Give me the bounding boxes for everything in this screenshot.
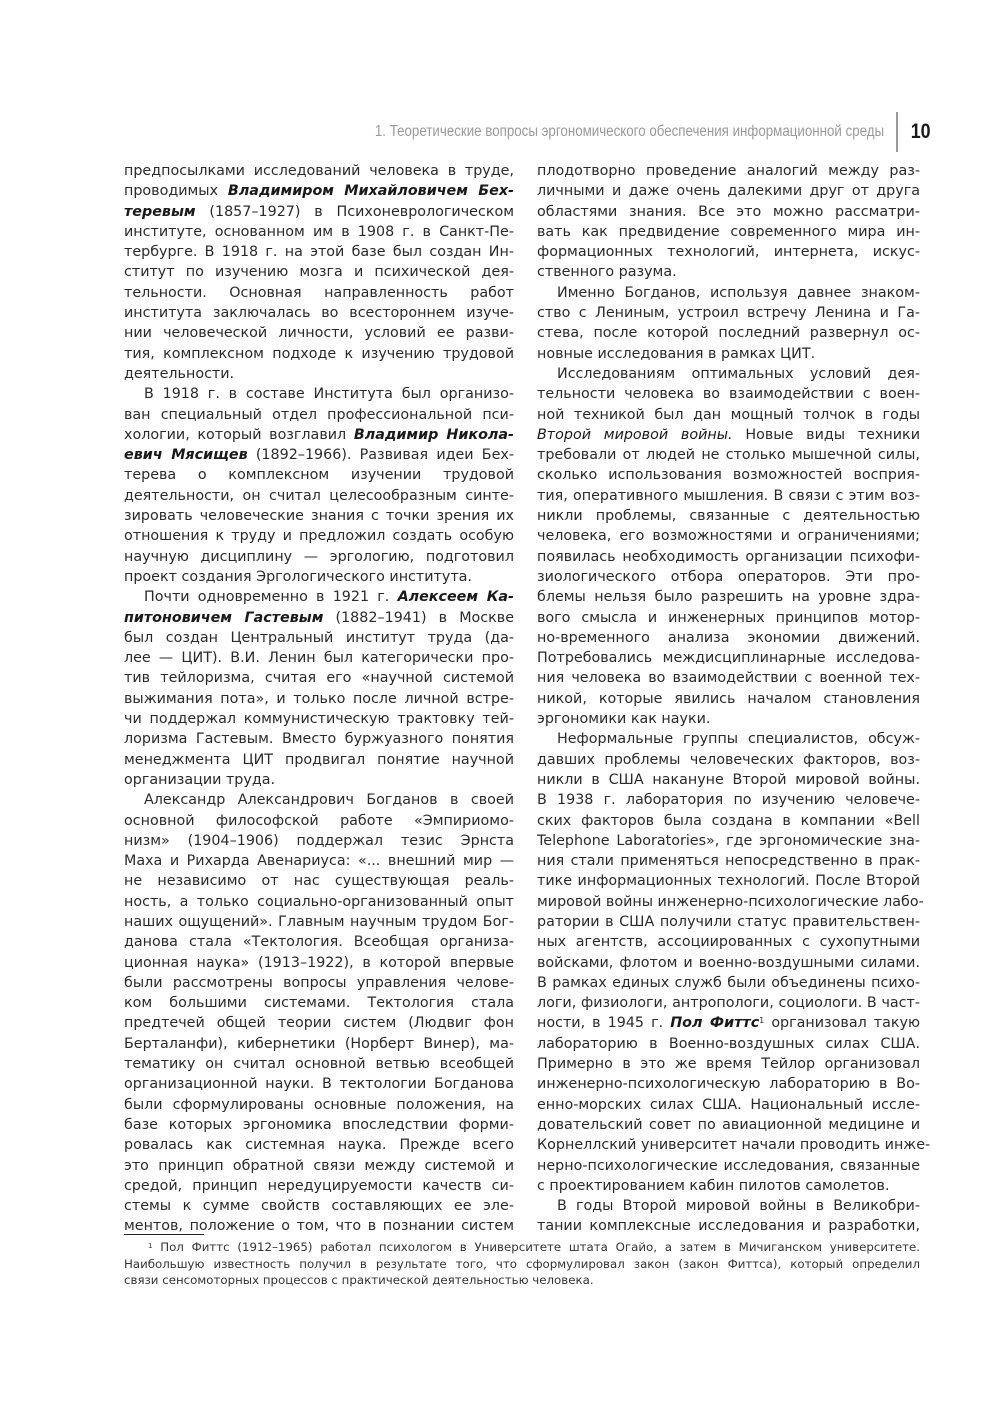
text-run: появилась необходимость организации психофи- [537, 548, 920, 565]
text-run: логи, физиологи, антропологи, социологи. В част- [537, 995, 920, 1012]
emphasized-name: Алексеем Ка- [397, 589, 514, 606]
text-line [537, 323, 920, 343]
text-run: блемы нельзя было разрешить на уровне здра- [537, 589, 920, 606]
text-run: нии человеческой личности, условий ее разви- [124, 325, 514, 342]
text-line [124, 851, 514, 871]
text-line [537, 405, 920, 425]
text-line [537, 303, 920, 323]
text-line [537, 344, 920, 364]
text-run: хологии, который возглавил [124, 426, 354, 443]
text-run: деятельности, он считал целесообразным синте- [124, 487, 514, 504]
text-run: войсками, флотом и военно-воздушными силами. [537, 954, 920, 971]
text-run: инженерно-психологическую лабораторию в Во- [537, 1076, 920, 1093]
text-line [124, 892, 514, 912]
text-line [537, 1034, 920, 1054]
italic-phrase: Второй мировой войны. [537, 426, 733, 443]
footnote-text: Пол Фиттс (1912–1965) работал психологом в Университете штата Огайо, а затем в Мичиганском университете. [160, 1240, 920, 1254]
text-line [124, 547, 514, 567]
text-run: чи поддержал коммунистическую трактовку тей- [124, 711, 514, 728]
text-run: предтечей общей теории систем (Людвиг фон [124, 1015, 514, 1032]
text-line [124, 1135, 514, 1155]
text-line [537, 831, 920, 851]
text-line [124, 202, 514, 222]
text-run: Неформальные группы специалистов, обсуж- [557, 731, 920, 748]
emphasized-name: Владимиром Михайловичем Бех- [227, 183, 514, 200]
text-line [124, 668, 514, 688]
text-line [537, 1135, 931, 1155]
text-run: организовал такую [764, 1015, 920, 1032]
text-run: предпосылками исследований человека в труде, [124, 163, 514, 179]
footnote-reference: 1 [759, 1016, 765, 1026]
text-line [124, 161, 514, 181]
text-line [124, 750, 514, 770]
text-run: довательский совет по авиационной медицине и [537, 1116, 920, 1133]
text-line [124, 405, 514, 425]
text-line [124, 567, 514, 587]
text-line [124, 729, 514, 749]
text-run: давших проблемы человеческих факторов, воз- [537, 751, 920, 768]
text-line [537, 283, 920, 303]
text-run: средой, принцип нередуцируемости качеств си- [124, 1177, 514, 1194]
text-run: нерно-психологические исследования, связанные [537, 1157, 920, 1174]
text-line [537, 790, 920, 810]
text-run: вого смысла и инженерных принципов мотор- [537, 609, 920, 626]
text-run: данова стала «Тектология. Всеобщая организа- [124, 934, 514, 951]
emphasized-name: Пол Фиттс [670, 1015, 760, 1032]
text-run: основной философской работе «Эмпириомо- [124, 812, 514, 829]
text-run: института заключалась во всестороннем изуче- [124, 305, 514, 322]
text-run: терева о комплексном изучении трудовой [124, 467, 514, 484]
text-line [124, 1095, 514, 1115]
text-line [537, 993, 920, 1013]
text-run: наших ощущений». Главным научным трудом Бог- [124, 913, 514, 930]
text-run: плодотворно проведение аналогий между раз- [537, 163, 920, 179]
text-line [124, 181, 514, 201]
text-line [124, 486, 514, 506]
text-line [537, 811, 920, 831]
text-line [537, 1095, 920, 1115]
text-line [124, 608, 514, 628]
text-line [537, 953, 920, 973]
text-line [124, 1115, 514, 1135]
text-run: Берталанфи), кибернетики (Норберт Винер), ма- [124, 1035, 514, 1052]
text-run: ной техникой был дан мощный толчок в годы [537, 406, 920, 423]
text-line [124, 1013, 514, 1033]
text-line [124, 526, 514, 546]
text-line [124, 384, 514, 404]
text-line [124, 953, 514, 973]
text-run: с проектированием кабин пилотов самолетов. [537, 1177, 890, 1194]
footnote [124, 1239, 920, 1289]
text-line [537, 506, 920, 526]
text-line [537, 1115, 920, 1135]
emphasized-name: теревым [124, 203, 196, 220]
text-line [124, 506, 514, 526]
text-run: никли проблемы, связанные с деятельностью [537, 508, 920, 525]
text-line [124, 993, 514, 1013]
text-line [124, 1074, 514, 1094]
text-line [124, 1156, 514, 1176]
text-line [124, 912, 514, 932]
text-run: были рассмотрены вопросы управления челове- [124, 974, 514, 991]
text-run: Примерно в это же время Тейлор организовал [537, 1056, 920, 1073]
text-line [124, 689, 514, 709]
text-run: Маха и Рихарда Авенариуса: «... внешний мир — [124, 853, 514, 870]
text-run: выжимания пота», и только после личной встре- [124, 690, 514, 707]
text-line [537, 750, 920, 770]
text-run: отношения к труду и предложил создать особую [124, 528, 514, 545]
text-run: это принцип обратной связи между системой и [124, 1157, 514, 1174]
text-line [537, 567, 920, 587]
text-run: В годы Второй мировой войны в Великобри- [557, 1198, 920, 1215]
text-line [124, 242, 514, 262]
text-run: организационной науки. В тектологии Богданова [124, 1076, 514, 1093]
text-run: В 1938 г. лаборатория по изучению человече- [537, 792, 920, 809]
text-line [537, 871, 920, 891]
emphasized-name: евич Мясищев [124, 447, 248, 464]
text-line [537, 608, 920, 628]
text-run: ских факторов была создана в компании «Bell [537, 812, 920, 829]
text-run: личными и даже очень далекими друг от друга [537, 183, 920, 200]
text-line [537, 1156, 920, 1176]
text-line [537, 1074, 920, 1094]
text-run: ровалась как системная наука. Прежде всего [124, 1137, 514, 1154]
text-run: не независимо от нас существующая реаль- [124, 873, 514, 890]
text-line [537, 202, 920, 222]
footnote-marker: 1 [148, 1242, 153, 1250]
text-run: зиологического отбора операторов. Эти про- [537, 568, 920, 585]
text-run: областями знания. Все это можно рассматри- [537, 203, 920, 220]
running-header [292, 112, 932, 152]
text-line [537, 668, 920, 688]
text-line [537, 384, 920, 404]
text-run: новные исследования в рамках ЦИТ. [537, 345, 816, 362]
text-line [124, 770, 514, 790]
text-run: лее — ЦИТ). В.И. Ленин был категорически про- [124, 650, 514, 667]
page-number: 10 [910, 120, 931, 143]
text-run: тельности. Основная направленность работ [124, 284, 514, 301]
emphasized-name: Владимир Никола- [353, 426, 514, 443]
left-column [124, 161, 514, 1237]
text-line [537, 729, 920, 749]
text-run: тике информационных технологий. После Второй [537, 873, 920, 890]
text-line [537, 364, 920, 384]
text-run: ность, а только социально-организованный опыт [124, 893, 514, 910]
text-run: никой, которые явились началом становления [537, 690, 920, 707]
text-run: Именно Богданов, используя давнее знаком- [557, 284, 920, 301]
text-run: менеджмента ЦИТ продвигал понятие научной [124, 751, 514, 768]
text-line [537, 689, 920, 709]
text-run: были сформулированы основные положения, на [124, 1096, 514, 1113]
text-run: тия, оперативного мышления. В связи с этим воз- [537, 487, 920, 504]
text-run: Telephone Laboratories», где эргономические зна- [537, 832, 920, 849]
text-run: тании комплексные исследования и разработки, [537, 1218, 920, 1235]
text-line [124, 465, 514, 485]
text-run: ных агентств, ассоциированных с сухопутными [537, 934, 920, 951]
text-run: сколько использования возможностей восприя- [537, 467, 920, 484]
text-line [124, 445, 514, 465]
text-line [537, 1054, 920, 1074]
text-line [537, 932, 920, 952]
text-line [537, 709, 920, 729]
text-line [537, 1216, 920, 1236]
text-line [537, 912, 920, 932]
text-line [537, 526, 920, 546]
text-line [537, 973, 920, 993]
text-run: ство с Лениным, устроил встречу Ленина и Га- [537, 305, 920, 322]
text-run: формационных технологий, интернета, искус- [537, 244, 920, 261]
text-run: низм» (1904–1906) поддержал тезис Эрнста [124, 832, 514, 849]
text-line [124, 222, 514, 242]
text-run: тельности человека во взаимодействии с воен- [537, 386, 920, 403]
text-line [537, 242, 920, 262]
text-run: деятельности. [124, 365, 235, 382]
text-line [537, 587, 920, 607]
text-run: В рамках единых служб были объединены психо- [537, 974, 920, 991]
text-run: ния стали применяться непосредственно в прак- [537, 853, 920, 870]
text-run: тематику он считал основной ветвью всеобщей [124, 1056, 514, 1073]
text-line [124, 1176, 514, 1196]
text-line [537, 851, 920, 871]
text-line [124, 262, 514, 282]
text-run: Новые виды техники [732, 426, 920, 443]
text-line [537, 161, 920, 181]
text-run: был создан Центральный институт труда (да- [124, 629, 514, 646]
text-run: базе которых эргономика впоследствии форми- [124, 1116, 514, 1133]
text-line [537, 547, 920, 567]
header-divider [896, 112, 898, 152]
text-line [537, 892, 924, 912]
text-run: ментов, положение о том, что в познании систем [124, 1218, 514, 1235]
text-line [124, 1034, 514, 1054]
emphasized-name: питоновичем Гастевым [124, 609, 324, 626]
text-run: Потребовались междисциплинарные исследова- [537, 650, 920, 667]
text-run: тербурге. В 1918 г. на этой базе был создан Ин- [124, 244, 514, 261]
text-line [124, 628, 514, 648]
text-run: научную дисциплину — эргологию, подготовил [124, 548, 514, 565]
text-run: никли в США накануне Второй мировой войны. [537, 771, 920, 788]
text-line [124, 425, 514, 445]
text-run: лабораторию в Военно-воздушных силах США. [537, 1035, 920, 1052]
text-line [537, 648, 920, 668]
text-line [124, 648, 514, 668]
footnote-divider [124, 1234, 204, 1235]
right-column [537, 161, 931, 1237]
footnote-line: связи сенсомоторных процессов с практической деятельностью человека. [124, 1273, 594, 1287]
text-run: мировой войны инженерно-психологические лабо- [537, 893, 924, 910]
text-line [124, 811, 514, 831]
text-run: эргономики как науки. [537, 711, 711, 728]
text-line [537, 770, 920, 790]
text-run: институте, основанном им в 1908 г. в Санкт-Пе- [124, 223, 514, 240]
text-run: ратории в США получили статус правительствен- [537, 913, 920, 930]
text-line [537, 1013, 920, 1033]
text-run: (1857–1927) в Психоневрологическом [195, 203, 514, 220]
text-line [537, 1176, 920, 1196]
text-run: ционная наука» (1913–1922), в которой впервые [124, 954, 514, 971]
text-run: (1882–1941) в Москве [323, 609, 514, 626]
text-run: организации труда. [124, 771, 276, 788]
text-line [124, 1196, 514, 1216]
text-run: тия, комплексном подходе к изучению трудовой [124, 345, 514, 362]
text-line [124, 973, 514, 993]
text-run: ния человека во взаимодействии с военной тех- [537, 670, 920, 687]
text-run: вать как предвидение современного мира ин- [537, 223, 920, 240]
text-line [124, 303, 514, 323]
text-line [537, 222, 920, 242]
text-line [124, 587, 514, 607]
text-line [124, 283, 514, 303]
text-line [124, 1054, 514, 1074]
text-run: зировать человеческие знания с точки зрения их [124, 508, 514, 525]
footnote-line: Наибольшую известность получил в результате того, что сформулировал закон (закон Фиттса), который определил [124, 1256, 920, 1271]
text-line [537, 425, 920, 445]
text-line [124, 364, 514, 384]
text-run: Почти одновременно в 1921 г. [144, 589, 398, 606]
text-line [537, 181, 920, 201]
text-line [537, 486, 920, 506]
text-run: проводимых [124, 183, 228, 200]
text-run: В 1918 г. в составе Института был организо- [144, 386, 514, 403]
text-run: ственного разума. [537, 264, 677, 281]
text-run: требовали от людей не столько мышечной силы, [537, 447, 920, 464]
text-line [537, 1196, 920, 1216]
text-line [124, 709, 514, 729]
text-run: ван специальный отдел профессиональной пси- [124, 406, 514, 423]
text-run: (1892–1966). Развивая идеи Бех- [247, 447, 514, 464]
text-run: Александр Александрович Богданов в своей [144, 792, 514, 809]
text-run: Исследованиям оптимальных условий дея- [557, 365, 920, 382]
text-line [124, 790, 514, 810]
text-run: стемы к сумме свойств составляющих ее эле- [124, 1198, 514, 1215]
text-line [124, 871, 514, 891]
text-run: енно-морских силах США. Национальный иссле- [537, 1096, 920, 1113]
text-line [537, 445, 920, 465]
text-run: тив тейлоризма, считая его «научной системой [124, 670, 514, 687]
text-line [537, 628, 920, 648]
text-run: лоризма Гастевым. Вместо буржуазного понятия [124, 731, 514, 748]
text-line [124, 323, 514, 343]
text-line [537, 262, 920, 282]
text-line [537, 465, 920, 485]
running-title: 1. Теоретические вопросы эргономического обеспечения информационной среды [374, 123, 884, 140]
text-run: ности, в 1945 г. [537, 1015, 671, 1032]
text-run: ститут по изучению мозга и психической дея- [124, 264, 514, 281]
text-line [124, 932, 514, 952]
text-run: Корнеллский университет начали проводить инже- [537, 1137, 931, 1154]
text-line [124, 831, 514, 851]
text-run: стева, после которой последний развернул ос- [537, 325, 920, 342]
text-run: ком большими системами. Тектология стала [124, 995, 514, 1012]
text-run: человека, его возможностями и ограничениями; [537, 528, 920, 545]
text-line [124, 344, 514, 364]
footnote-line [124, 1239, 920, 1256]
text-run: проект создания Эргологического института. [124, 568, 472, 585]
text-run: но-временного анализа экономии движений. [537, 629, 920, 646]
